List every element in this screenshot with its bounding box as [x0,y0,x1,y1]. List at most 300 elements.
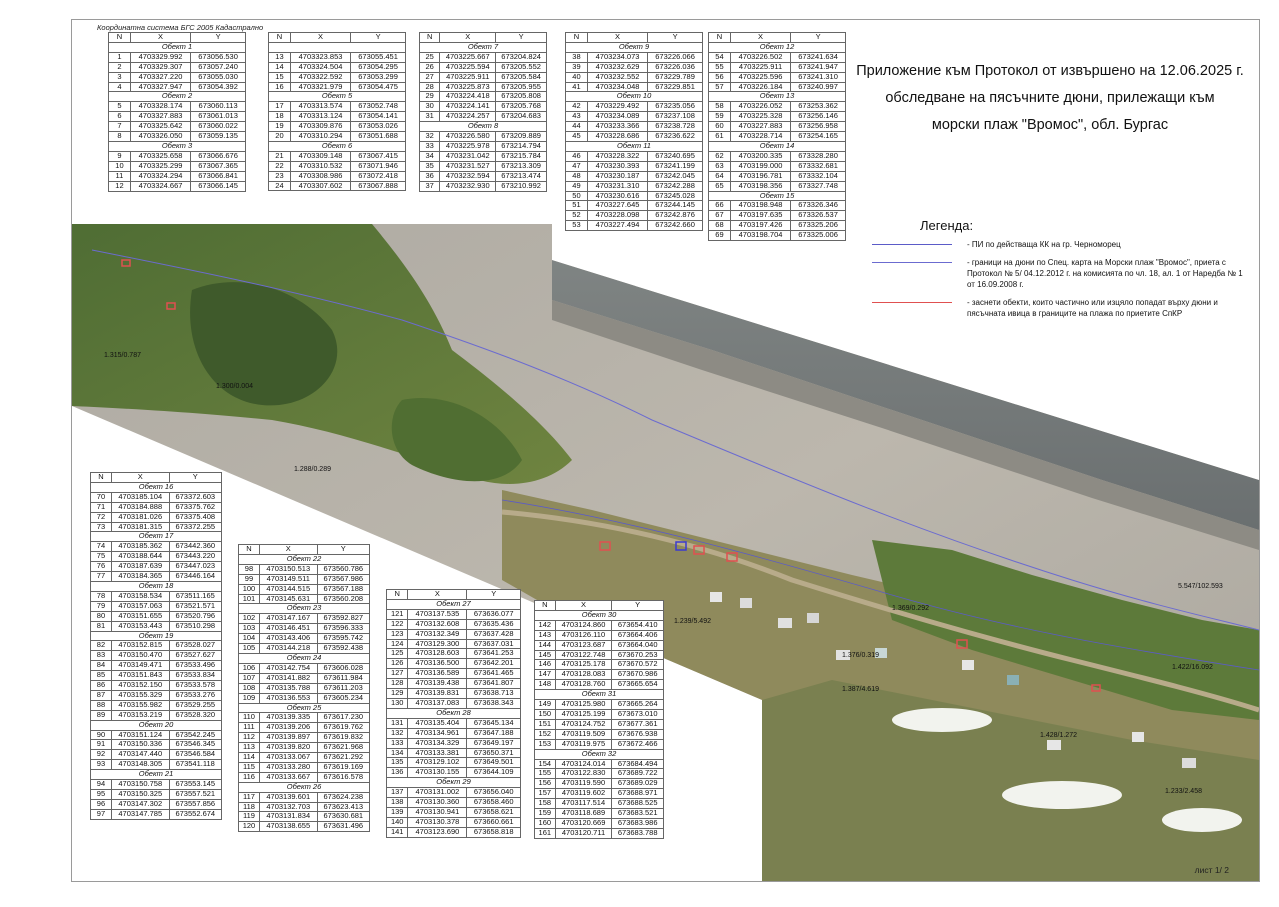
x-coordinate: 4703197.635 [730,211,790,221]
table-row [91,730,222,740]
table-row [239,733,370,743]
point-number: 21 [269,151,291,161]
x-coordinate: 4703122.748 [555,650,612,660]
point-number: 93 [91,760,112,770]
y-coordinate: 673647.188 [467,728,521,738]
point-number: 105 [239,644,260,654]
object-header-row [91,581,222,591]
y-coordinate: 673670.253 [612,650,664,660]
point-number: 23 [269,171,291,181]
x-coordinate: 4703136.589 [408,669,467,679]
y-coordinate: 673229.789 [648,72,703,82]
column-header: Y [467,590,521,600]
x-coordinate: 4703124.014 [555,759,612,769]
table-row [566,221,703,231]
y-coordinate: 673658.818 [467,827,521,837]
table-row [239,822,370,832]
point-number: 114 [239,753,260,763]
x-coordinate: 4703313.574 [290,102,350,112]
point-number: 48 [566,171,588,181]
y-coordinate: 673072.418 [351,171,406,181]
map-label: 1.233/2.458 [1165,788,1202,795]
x-coordinate: 4703128.760 [555,680,612,690]
table-row [269,62,406,72]
y-coordinate: 673592.438 [317,644,369,654]
y-coordinate: 673443.220 [169,552,221,562]
y-coordinate: 673684.494 [612,759,664,769]
object-name: Обект 1 [109,42,246,52]
x-coordinate: 4703310.532 [290,161,350,171]
table-row [420,82,547,92]
table-row [109,52,246,62]
map-label: 1.428/1.272 [1040,732,1077,739]
table-row [269,181,406,191]
point-number: 130 [387,698,408,708]
table-row [91,512,222,522]
y-coordinate: 673688.971 [612,789,664,799]
table-row [91,661,222,671]
table-row [109,171,246,181]
table-row [535,818,664,828]
x-coordinate: 4703200.335 [730,151,790,161]
x-coordinate: 4703155.329 [111,690,169,700]
x-coordinate: 4703225.911 [730,62,790,72]
x-coordinate: 4703139.335 [259,713,317,723]
x-coordinate: 4703325.299 [130,161,190,171]
point-number: 25 [420,52,440,62]
y-coordinate: 673332.681 [791,161,846,171]
point-number: 77 [91,572,112,582]
title-line: Приложение към Протокол от извършено на 12.06.2025 г. [856,63,1244,79]
table-row [566,151,703,161]
y-coordinate: 673637.428 [467,629,521,639]
y-coordinate: 673619.169 [317,762,369,772]
x-coordinate: 4703132.703 [259,802,317,812]
coordinates-table [708,32,846,241]
table-row [535,739,664,749]
object-name: Обект 22 [239,554,370,564]
point-number: 26 [420,62,440,72]
legend [872,218,1252,326]
point-number: 13 [269,52,291,62]
object-name: Обект 29 [387,778,521,788]
y-coordinate: 673054.392 [191,82,246,92]
x-coordinate: 4703199.000 [730,161,790,171]
y-coordinate: 673656.040 [467,788,521,798]
point-number: 141 [387,827,408,837]
table-row [387,738,521,748]
y-coordinate: 673052.748 [351,102,406,112]
point-number: 41 [566,82,588,92]
x-coordinate: 4703123.690 [408,827,467,837]
coordinates-table [268,32,406,191]
y-coordinate: 673204.683 [496,112,547,122]
point-number: 9 [109,151,131,161]
y-coordinate: 673056.530 [191,52,246,62]
table-row [535,759,664,769]
object-name: Обект 3 [109,141,246,151]
object-header-row [387,778,521,788]
table-row [566,211,703,221]
column-header: N [566,33,588,43]
object-header-row [566,92,703,102]
point-number: 35 [420,161,440,171]
table-row [709,151,846,161]
table-row [535,719,664,729]
point-number: 101 [239,594,260,604]
y-coordinate: 673372.255 [169,522,221,532]
table-row [566,161,703,171]
point-number: 29 [420,92,440,102]
table-row [269,112,406,122]
x-coordinate: 4703225.911 [440,72,496,82]
y-coordinate: 673658.460 [467,798,521,808]
x-coordinate: 4703118.689 [555,809,612,819]
y-coordinate: 673229.851 [648,82,703,92]
x-coordinate: 4703135.788 [259,683,317,693]
table-header-row [239,545,370,555]
x-coordinate: 4703134.961 [408,728,467,738]
x-coordinate: 4703198.356 [730,181,790,191]
y-coordinate: 673676.938 [612,729,664,739]
table-row [387,798,521,808]
y-coordinate: 673210.992 [496,181,547,191]
column-header: X [730,33,790,43]
point-number: 109 [239,693,260,703]
x-coordinate: 4703151.124 [111,730,169,740]
point-number: 159 [535,809,556,819]
table-row [239,644,370,654]
point-number: 113 [239,743,260,753]
x-coordinate: 4703139.897 [259,733,317,743]
y-coordinate: 673658.621 [467,807,521,817]
x-coordinate: 4703144.515 [259,584,317,594]
x-coordinate: 4703145.631 [259,594,317,604]
x-coordinate: 4703143.406 [259,634,317,644]
point-number: 117 [239,792,260,802]
x-coordinate: 4703150.758 [111,780,169,790]
y-coordinate: 673664.406 [612,630,664,640]
point-number: 143 [535,630,556,640]
x-coordinate: 4703307.602 [290,181,350,191]
y-coordinate: 673213.474 [496,171,547,181]
table-row [387,629,521,639]
table-row [269,161,406,171]
column-header: N [420,33,440,43]
y-coordinate: 673605.234 [317,693,369,703]
x-coordinate: 4703184.365 [111,572,169,582]
legend-line-dunes [872,262,952,263]
y-coordinate: 673238.728 [648,122,703,132]
table-row [535,660,664,670]
y-coordinate: 673240.695 [648,151,703,161]
x-coordinate: 4703123.687 [555,640,612,650]
table-row [91,502,222,512]
point-number: 108 [239,683,260,693]
table-row [387,748,521,758]
table-row [91,591,222,601]
x-coordinate: 4703227.645 [587,201,647,211]
y-coordinate: 673240.997 [791,82,846,92]
x-coordinate: 4703124.860 [555,620,612,630]
y-coordinate: 673510.298 [169,621,221,631]
table-row [420,102,547,112]
point-number: 24 [269,181,291,191]
sheet-number: лист 1/ 2 [1194,865,1229,875]
table-row [566,132,703,142]
table-row [387,609,521,619]
x-coordinate: 4703142.754 [259,663,317,673]
point-number: 99 [239,574,260,584]
y-coordinate: 673241.634 [791,52,846,62]
object-name: Обект 16 [91,482,222,492]
point-number: 36 [420,171,440,181]
table-row [387,827,521,837]
table-row [709,161,846,171]
point-number: 59 [709,112,731,122]
point-number: 121 [387,609,408,619]
x-coordinate: 4703117.514 [555,799,612,809]
point-number: 104 [239,634,260,644]
point-number: 131 [387,718,408,728]
y-coordinate: 673205.768 [496,102,547,112]
x-coordinate: 4703126.110 [555,630,612,640]
point-number: 6 [109,112,131,122]
table-row [239,624,370,634]
table-row [566,181,703,191]
column-header: Y [351,33,406,43]
x-coordinate: 4703231.042 [440,151,496,161]
y-coordinate: 673241.310 [791,72,846,82]
point-number: 3 [109,72,131,82]
table-row [109,132,246,142]
y-coordinate: 673242.876 [648,211,703,221]
y-coordinate: 673226.036 [648,62,703,72]
point-number: 92 [91,750,112,760]
point-number: 4 [109,82,131,92]
point-number: 8 [109,132,131,142]
x-coordinate: 4703119.509 [555,729,612,739]
x-coordinate: 4703150.513 [259,564,317,574]
y-coordinate: 673673.010 [612,709,664,719]
table-row [420,112,547,122]
object-header-row [91,482,222,492]
object-name: Обект 25 [239,703,370,713]
object-header-row [420,122,547,132]
object-header-row [535,749,664,759]
point-number: 47 [566,161,588,171]
table-row [709,201,846,211]
point-number: 120 [239,822,260,832]
table-row [109,62,246,72]
y-coordinate: 673560.208 [317,594,369,604]
x-coordinate: 4703120.669 [555,818,612,828]
table-row [535,670,664,680]
legend-item-cadastre [872,239,1252,250]
x-coordinate: 4703181.315 [111,522,169,532]
map-label: 1.376/0.319 [842,652,879,659]
y-coordinate: 673209.889 [496,132,547,142]
x-coordinate: 4703130.941 [408,807,467,817]
point-number: 68 [709,221,731,231]
object-name: Обект 12 [709,42,846,52]
object-name: Обект 19 [91,631,222,641]
table-row [109,122,246,132]
point-number: 127 [387,669,408,679]
object-name: Обект 9 [566,42,703,52]
y-coordinate: 673689.722 [612,769,664,779]
table-row [239,753,370,763]
table-row [566,62,703,72]
y-coordinate: 673256.146 [791,112,846,122]
y-coordinate: 673611.984 [317,673,369,683]
table-row [109,112,246,122]
table-row [91,492,222,502]
x-coordinate: 4703325.658 [130,151,190,161]
y-coordinate: 673051.688 [351,132,406,142]
x-coordinate: 4703327.947 [130,82,190,92]
table-row [566,112,703,122]
point-number: 52 [566,211,588,221]
table-row [387,817,521,827]
object-header-row [709,191,846,201]
y-coordinate: 673631.496 [317,822,369,832]
table-row [535,620,664,630]
x-coordinate: 4703148.305 [111,760,169,770]
x-coordinate: 4703155.982 [111,700,169,710]
y-coordinate: 673254.165 [791,132,846,142]
table-row [420,161,547,171]
x-coordinate: 4703225.596 [730,72,790,82]
x-coordinate: 4703196.781 [730,171,790,181]
x-coordinate: 4703322.592 [290,72,350,82]
table-row [566,72,703,82]
table-row [91,799,222,809]
point-number: 149 [535,700,556,710]
x-coordinate: 4703324.294 [130,171,190,181]
table-row [109,181,246,191]
point-number: 12 [109,181,131,191]
y-coordinate: 673237.108 [648,112,703,122]
x-coordinate: 4703188.644 [111,552,169,562]
point-number: 85 [91,671,112,681]
x-coordinate: 4703228.714 [730,132,790,142]
object-name: Обект 10 [566,92,703,102]
point-number: 76 [91,562,112,572]
x-coordinate: 4703228.098 [587,211,647,221]
y-coordinate: 673621.968 [317,743,369,753]
column-header: Y [496,33,547,43]
y-coordinate: 673596.333 [317,624,369,634]
y-coordinate: 673213.309 [496,161,547,171]
x-coordinate: 4703125.199 [555,709,612,719]
object-header-row [420,42,547,52]
point-number: 55 [709,62,731,72]
y-coordinate: 673325.006 [791,231,846,241]
y-coordinate: 673642.201 [467,659,521,669]
y-coordinate: 673067.415 [351,151,406,161]
point-number: 79 [91,601,112,611]
legend-line-cadastre [872,244,952,245]
y-coordinate: 673241.947 [791,62,846,72]
table-row [709,112,846,122]
point-number: 126 [387,659,408,669]
x-coordinate: 4703144.218 [259,644,317,654]
x-coordinate: 4703130.360 [408,798,467,808]
x-coordinate: 4703185.362 [111,542,169,552]
y-coordinate: 673533.834 [169,671,221,681]
table-row [709,211,846,221]
object-header-row [269,92,406,102]
y-coordinate: 673332.104 [791,171,846,181]
x-coordinate: 4703130.378 [408,817,467,827]
x-coordinate: 4703228.322 [587,151,647,161]
y-coordinate: 673521.571 [169,601,221,611]
point-number: 138 [387,798,408,808]
x-coordinate: 4703131.002 [408,788,467,798]
table-row [387,689,521,699]
x-coordinate: 4703329.307 [130,62,190,72]
table-row [709,132,846,142]
y-coordinate: 673650.371 [467,748,521,758]
table-row [239,634,370,644]
point-number: 37 [420,181,440,191]
table-row [239,772,370,782]
x-coordinate: 4703230.187 [587,171,647,181]
y-coordinate: 673245.028 [648,191,703,201]
y-coordinate: 673665.654 [612,680,664,690]
point-number: 67 [709,211,731,221]
x-coordinate: 4703124.752 [555,719,612,729]
table-row [91,641,222,651]
table-row [239,713,370,723]
y-coordinate: 673215.784 [496,151,547,161]
object-name: Обект 8 [420,122,547,132]
point-number: 156 [535,779,556,789]
object-header-row [109,42,246,52]
object-name: Обект 31 [535,690,664,700]
point-number: 103 [239,624,260,634]
point-number: 2 [109,62,131,72]
point-number: 73 [91,522,112,532]
table-row [109,82,246,92]
x-coordinate: 4703324.667 [130,181,190,191]
y-coordinate: 673205.584 [496,72,547,82]
table-row [91,760,222,770]
table-row [566,171,703,181]
title-line: обследване на пясъчните дюни, прилежащи към [885,90,1215,106]
legend-text: - ПИ по действаща КК на гр. Черноморец [967,240,1121,249]
table-row [239,743,370,753]
point-number: 42 [566,102,588,112]
point-number: 16 [269,82,291,92]
y-coordinate: 673621.292 [317,753,369,763]
y-coordinate: 673672.466 [612,739,664,749]
table-row [269,52,406,62]
table-row [535,828,664,838]
x-coordinate: 4703151.655 [111,611,169,621]
y-coordinate: 673649.197 [467,738,521,748]
x-coordinate: 4703153.219 [111,710,169,720]
x-coordinate: 4703130.155 [408,768,467,778]
point-number: 110 [239,713,260,723]
point-number: 28 [420,82,440,92]
coordinates-table [419,32,547,192]
y-coordinate: 673592.827 [317,614,369,624]
point-number: 69 [709,231,731,241]
x-coordinate: 4703232.930 [440,181,496,191]
table-row [239,564,370,574]
